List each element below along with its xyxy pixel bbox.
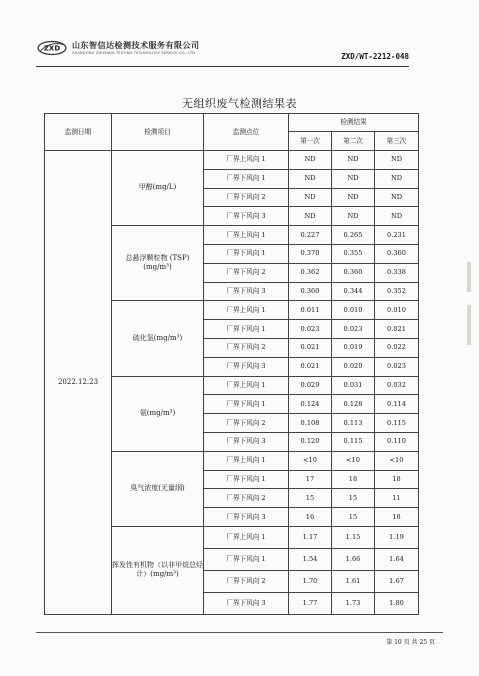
second-result-cell: 0.265 — [332, 226, 375, 245]
company-name-en: SHANDONG ZHIXINDA TESTING TECHNOLOGY SERVICE CO., LTD — [72, 51, 196, 55]
monitor-point-cell: 厂界下风向 3 — [204, 508, 289, 527]
third-result-cell: 0.114 — [375, 395, 419, 414]
first-result-cell: ND — [289, 207, 332, 226]
second-result-cell: ND — [332, 151, 375, 170]
test-item-cell: 臭气浓度(无量纲) — [112, 451, 204, 526]
test-item-cell: 氨(mg/m³) — [112, 376, 204, 451]
first-result-cell: 15 — [289, 489, 332, 508]
second-result-cell: 0.019 — [332, 338, 375, 357]
monitor-point-cell: 厂界下风向 1 — [204, 244, 289, 263]
monitor-point-cell: 厂界下风向 2 — [204, 414, 289, 433]
second-result-cell: 0.128 — [332, 395, 375, 414]
scan-edge-mark — [467, 305, 471, 345]
first-result-cell: 1.54 — [289, 548, 332, 570]
header-test-results: 检测结果 — [289, 114, 419, 132]
third-result-cell: 18 — [375, 508, 419, 527]
monitor-point-cell: 厂界下风向 3 — [204, 357, 289, 376]
second-result-cell: ND — [332, 169, 375, 188]
second-result-cell: 0.010 — [332, 301, 375, 320]
document-code: ZXD/WT-2212-048 — [341, 52, 409, 61]
monitor-point-cell: 厂界下风向 1 — [204, 395, 289, 414]
logo-text: ZXD — [43, 44, 61, 53]
monitor-point-cell: 厂界上风向 1 — [204, 451, 289, 470]
footer-divider — [36, 632, 443, 633]
third-result-cell: 0.115 — [375, 414, 419, 433]
second-result-cell: 0.113 — [332, 414, 375, 433]
third-result-cell: ND — [375, 151, 419, 170]
first-result-cell: 0.362 — [289, 263, 332, 282]
monitor-point-cell: 厂界下风向 1 — [204, 320, 289, 339]
header-test-item: 检测项目 — [112, 114, 204, 151]
first-result-cell: 0.023 — [289, 320, 332, 339]
third-result-cell: 0.338 — [375, 263, 419, 282]
second-result-cell: 15 — [332, 508, 375, 527]
second-result-cell: 0.023 — [332, 320, 375, 339]
second-result-cell: 1.15 — [332, 526, 375, 548]
first-result-cell: 0.227 — [289, 226, 332, 245]
third-result-cell: 18 — [375, 470, 419, 489]
third-result-cell: ND — [375, 188, 419, 207]
second-result-cell: <10 — [332, 451, 375, 470]
table-title: 无组织废气检测结果表 — [182, 97, 297, 110]
third-result-cell: 1.80 — [375, 592, 419, 614]
first-result-cell: 0.011 — [289, 301, 332, 320]
monitor-point-cell: 厂界下风向 2 — [204, 263, 289, 282]
test-item-cell: 总悬浮颗粒物 (TSP)(mg/m³) — [112, 226, 204, 301]
second-result-cell: 0.344 — [332, 282, 375, 301]
third-result-cell: ND — [375, 169, 419, 188]
first-result-cell: 1.77 — [289, 592, 332, 614]
first-result-cell: 1.17 — [289, 526, 332, 548]
monitor-point-cell: 厂界下风向 1 — [204, 470, 289, 489]
page-number: 第 10 页 共 25 页 — [386, 639, 435, 646]
first-result-cell: 0.120 — [289, 432, 332, 451]
test-item-cell: 挥发性有机物（以非甲烷总烃计）(mg/m³) — [112, 526, 204, 614]
first-result-cell: 0.021 — [289, 357, 332, 376]
second-result-cell: 1.73 — [332, 592, 375, 614]
first-result-cell: ND — [289, 188, 332, 207]
first-result-cell: 0.124 — [289, 395, 332, 414]
third-result-cell: 0.023 — [375, 357, 419, 376]
second-result-cell: 1.66 — [332, 548, 375, 570]
monitor-point-cell: 厂界上风向 1 — [204, 226, 289, 245]
monitor-point-cell: 厂界下风向 3 — [204, 282, 289, 301]
third-result-cell: <10 — [375, 451, 419, 470]
second-result-cell: 15 — [332, 489, 375, 508]
first-result-cell: 0.360 — [289, 282, 332, 301]
second-result-cell: ND — [332, 188, 375, 207]
third-result-cell: 11 — [375, 489, 419, 508]
monitor-point-cell: 厂界上风向 1 — [204, 526, 289, 548]
first-result-cell: 16 — [289, 508, 332, 527]
monitor-point-cell: 厂界下风向 2 — [204, 489, 289, 508]
header-divider — [36, 66, 409, 67]
first-result-cell: 0.029 — [289, 376, 332, 395]
third-result-cell: ND — [375, 207, 419, 226]
monitor-point-cell: 厂界下风向 3 — [204, 592, 289, 614]
table-row — [45, 151, 419, 170]
third-result-cell: 0.352 — [375, 282, 419, 301]
third-result-cell: 1.64 — [375, 548, 419, 570]
company-logo-icon — [36, 38, 68, 58]
monitor-point-cell: 厂界上风向 1 — [204, 151, 289, 170]
monitor-point-cell: 厂界上风向 1 — [204, 301, 289, 320]
first-result-cell: 1.70 — [289, 570, 332, 592]
third-result-cell: 0.110 — [375, 432, 419, 451]
second-result-cell: 0.031 — [332, 376, 375, 395]
monitor-point-cell: 厂界下风向 3 — [204, 432, 289, 451]
first-result-cell: ND — [289, 151, 332, 170]
second-result-cell: 1.61 — [332, 570, 375, 592]
monitor-point-cell: 厂界下风向 2 — [204, 338, 289, 357]
monitor-point-cell: 厂界上风向 1 — [204, 376, 289, 395]
second-result-cell: 0.360 — [332, 263, 375, 282]
first-result-cell: 0.108 — [289, 414, 332, 433]
second-result-cell: ND — [332, 207, 375, 226]
third-result-cell: 0.032 — [375, 376, 419, 395]
header-first: 第一次 — [289, 132, 332, 151]
first-result-cell: 0.370 — [289, 244, 332, 263]
monitor-point-cell: 厂界下风向 2 — [204, 570, 289, 592]
second-result-cell: 0.020 — [332, 357, 375, 376]
second-result-cell: 18 — [332, 470, 375, 489]
third-result-cell: 1.19 — [375, 526, 419, 548]
header-third: 第三次 — [375, 132, 419, 151]
third-result-cell: 0.022 — [375, 338, 419, 357]
second-result-cell: 0.355 — [332, 244, 375, 263]
monitor-point-cell: 厂界下风向 2 — [204, 188, 289, 207]
monitor-date-cell: 2022.12.23 — [45, 151, 112, 615]
test-item-cell: 甲醇(mg/L) — [112, 151, 204, 226]
header-monitor-date: 监测日期 — [45, 114, 112, 151]
first-result-cell: 0.021 — [289, 338, 332, 357]
third-result-cell: 0.231 — [375, 226, 419, 245]
third-result-cell: 0.360 — [375, 244, 419, 263]
company-name-cn: 山东智信达检测技术服务有限公司 — [72, 41, 200, 50]
monitor-point-cell: 厂界下风向 1 — [204, 548, 289, 570]
first-result-cell: ND — [289, 169, 332, 188]
monitor-point-cell: 厂界下风向 1 — [204, 169, 289, 188]
first-result-cell: <10 — [289, 451, 332, 470]
header-second: 第二次 — [332, 132, 375, 151]
first-result-cell: 17 — [289, 470, 332, 489]
company-logo — [36, 38, 266, 62]
third-result-cell: 0.021 — [375, 320, 419, 339]
test-item-cell: 硫化氢(mg/m³) — [112, 301, 204, 376]
scan-edge-mark — [467, 262, 471, 292]
third-result-cell: 1.67 — [375, 570, 419, 592]
third-result-cell: 0.010 — [375, 301, 419, 320]
monitor-point-cell: 厂界下风向 3 — [204, 207, 289, 226]
results-body — [45, 151, 419, 615]
header-monitor-point: 监测点位 — [204, 114, 289, 151]
second-result-cell: 0.115 — [332, 432, 375, 451]
results-table — [44, 113, 419, 615]
